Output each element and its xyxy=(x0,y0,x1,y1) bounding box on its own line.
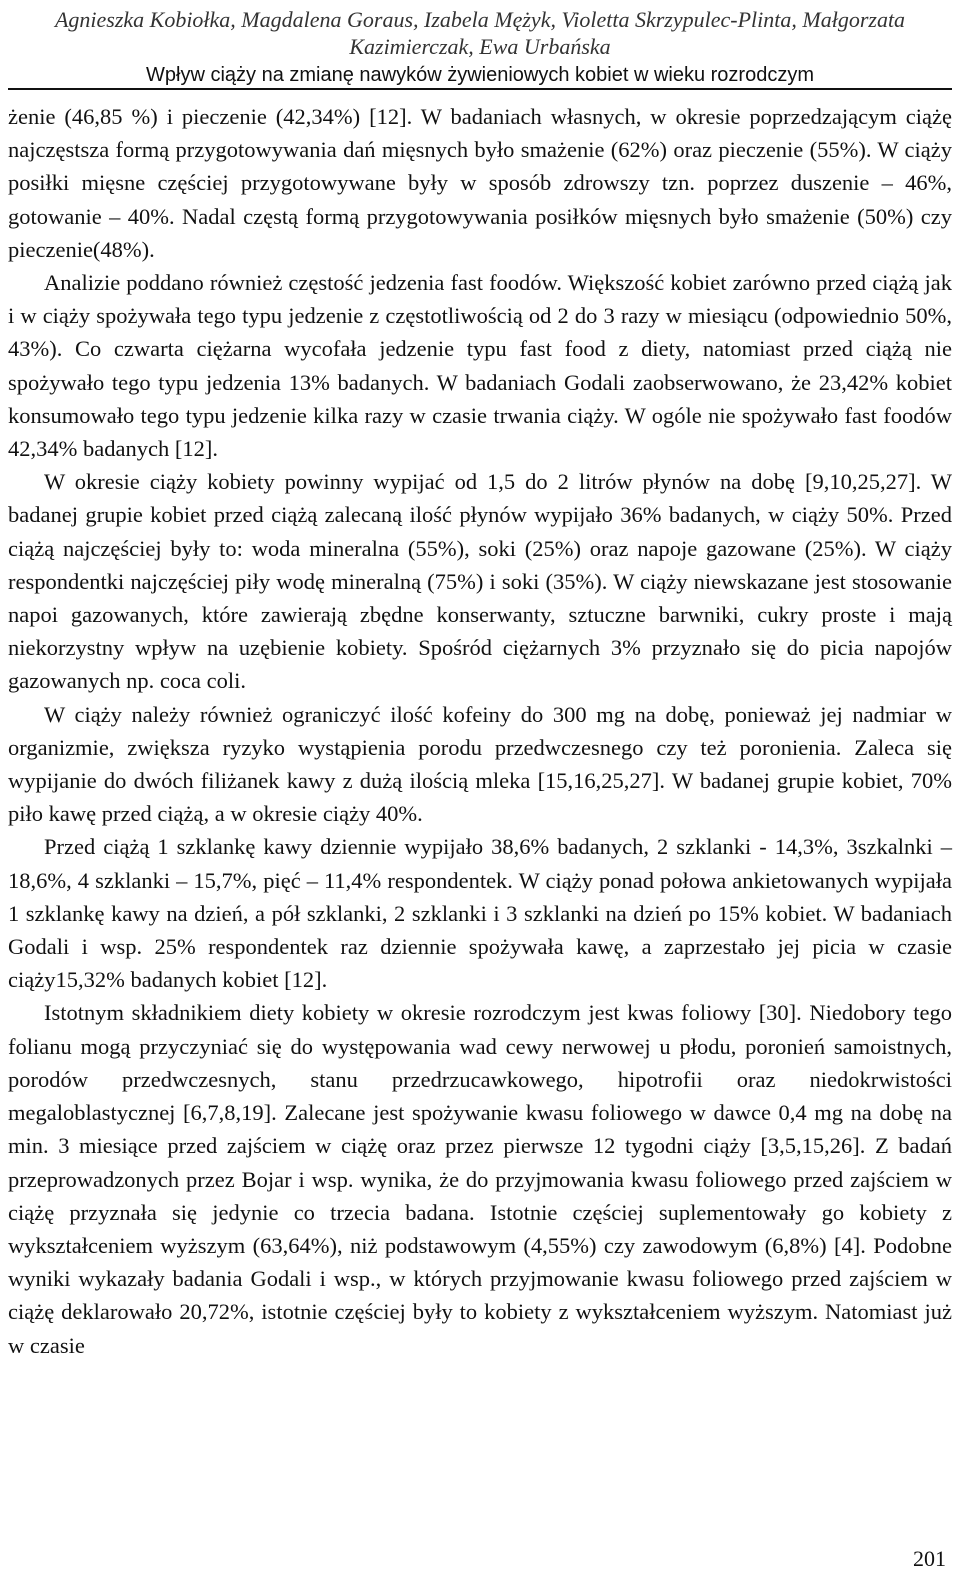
header-authors: Agnieszka Kobiołka, Magdalena Goraus, Izabela Mężyk, Violetta Skrzypulec-Plinta, Małgorzata Kazimierczak, Ewa Urbańska xyxy=(54,7,906,59)
paragraph-coffee-amounts: Przed ciążą 1 szklankę kawy dziennie wypijało 38,6% badanych, 2 szklanki - 14,3%, 3szkalnki – 18,6%, 4 szklanki – 15,7%, pięć – 11,4% respondentek. W ciąży ponad połowa ankietowanych wypijała 1 szklankę kawy na dzień, a pół szklanki, 2 szklanki i 3 szklanki na dzień po 15% kobiet. W badaniach Godali i wsp. 25% respondentek raz dziennie spożywała kawę, a zaprzestało jej picia w czasie ciąży15,32% badanych kobiet [12]. xyxy=(8,834,952,993)
paragraph-folic-acid: Istotnym składnikiem diety kobiety w okresie rozrodczym jest kwas foliowy [30]. Niedobory tego folianu mogą przyczyniać się do występowania wad cewy nerwowej u płodu, poronień samoistnych, porodów przedwczesnych, stanu przedrzucawkowego, hipotrofii oraz niedokrwistości megaloblastycznej [6,7,8,19]. Zalecane jest spożywanie kwasu foliowego w dawce 0,4 mg na dobę na min. 3 miesiące przed zajściem w ciążę oraz przez pierwsze 12 tygodni ciąży [3,5,15,26]. Z badań przeprowadzonych przez Bojar i wsp. wynika, że do przyjmowania kwasu foliowego przed zajściem w ciążę przyznała się jedynie co trzecia badana. Istotnie częściej suplementowały go kobiety z wykształceniem wyższym (63,64%), niż podstawowym (4,55%) czy zawodowym (6,8%) [4]. Podobne wyniki wykazały badania Godali i wsp., w których przyjmowanie kwasu foliowego przed zajściem w ciążę deklarowało 20,72%, istotnie częściej były to kobiety z wykształceniem wyższym. Natomiast już w czasie xyxy=(8,1000,952,1358)
paragraph-caffeine: W ciąży należy również ograniczyć ilość kofeiny do 300 mg na dobę, ponieważ jej nadmiar w organizmie, zwiększa ryzyko wystąpienia porodu przedwczesnego czy też poronienia. Zaleca się wypijanie do dwóch filiżanek kawy z dużą ilością mleka [15,16,25,27]. W badanej grupie kobiet, 70% piło kawę przed ciążą, a w okresie ciąży 40%. xyxy=(8,701,952,827)
running-header xyxy=(20,6,940,89)
paragraph-fluids: W okresie ciąży kobiety powinny wypijać od 1,5 do 2 litrów płynów na dobę [9,10,25,27]. W badanej grupie kobiet przed ciążą zalecaną ilość płynów wypijało 36% badanych, w ciąży 50%. Przed ciążą najczęściej były to: woda mineralna (55%), soki (25%) oraz napoje gazowane (25%). W ciąży respondentki najczęściej piły wodę mineralną (75%) i soki (35%). W ciąży niewskazane jest stosowanie napoi gazowanych, które zawierają zbędne konserwanty, sztuczne barwniki, cukry proste i mają niekorzystny wpływ na uzębienie kobiety. Spośród ciężarnych 3% przyznało się do picia napojów gazowanych np. coca coli. xyxy=(8,469,952,694)
page-number: 201 xyxy=(913,1546,946,1571)
header-article-title: Wpływ ciąży na zmianę nawyków żywieniowych kobiet w wieku rozrodczym xyxy=(146,64,814,86)
paragraph-cooking-methods: żenie (46,85 %) i pieczenie (42,34%) [12]. W badaniach własnych, w okresie poprzedzającym ciążę najczęstsza formą przygotowywania dań mięsnych było smażenie (62%) oraz pieczenie (55%). W ciąży posiłki mięsne częściej przygotowywane były w sposób zdrowszy tzn. poprzez duszenie – 46%, gotowanie – 40%. Nadal częstą formą przygotowywania posiłków mięsnych było smażenie (50%) czy pieczenie(48%). xyxy=(8,104,952,262)
article-body xyxy=(8,100,952,1362)
header-divider xyxy=(8,88,952,90)
paragraph-fast-food: Analizie poddano również częstość jedzenia fast foodów. Większość kobiet zarówno przed ciążą jak i w ciąży spożywała tego typu jedzenie z częstotliwością od 2 do 3 razy w miesiącu (odpowiednio 50%, 43%). Co czwarta ciężarna wycofała jedzenie typu fast food z diety, natomiast przed ciążą nie spożywało tego typu jedzenia 13% badanych. W badaniach Godali zaobserwowano, że 23,42% kobiet konsumowało tego typu jedzenie kilka razy w czasie trwania ciąży. W ogóle nie spożywało fast foodów 42,34% badanych [12]. xyxy=(8,270,952,462)
